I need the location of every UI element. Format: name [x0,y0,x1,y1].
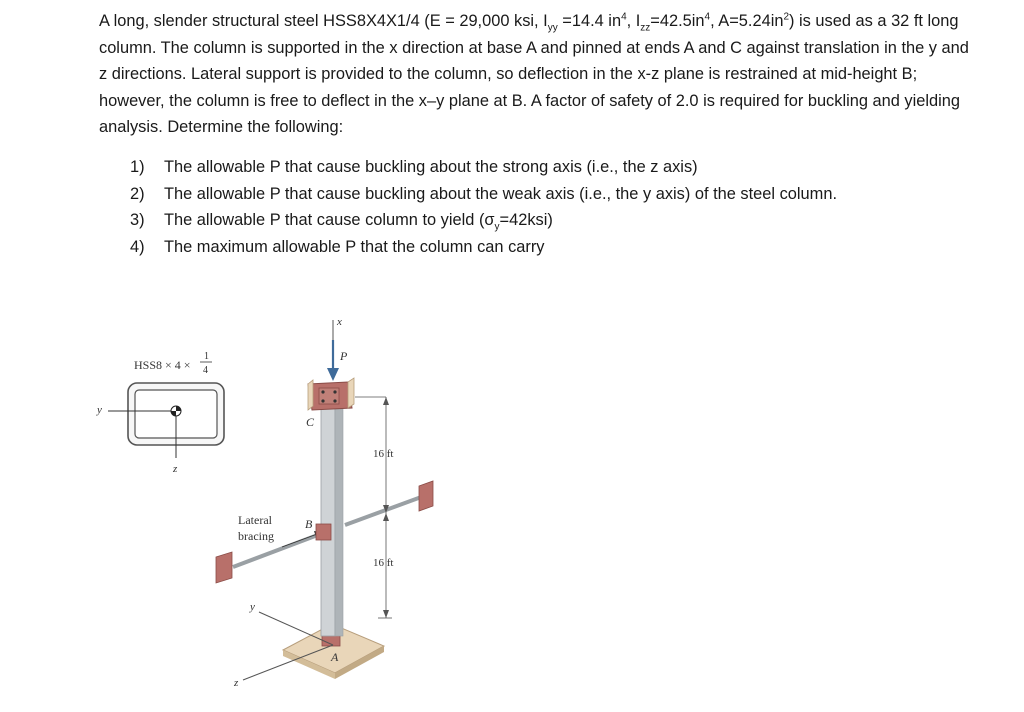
mid-bracket [316,524,331,540]
section-fraction-denominator: 4 [203,365,208,376]
problem-text-6: ) is used as a 32 ft long column. The column is supported in the x direction at base A and pinned at ends A and C against translation in the y and z directions. Lateral support is provided to the column, so deflection in the x-z plane is restrained at mid-height B; however, the column is free to deflect in the x–y plane at B. A factor of safety of 2.0 is required for buckling and yielding analysis. Determine the following: [99,12,969,137]
problem-text-2: =14.4 in [557,12,622,30]
top-bracket [308,378,354,410]
base-y-label: y [250,601,255,613]
question-number: 4) [130,237,145,256]
upper-span-label: 16 ft [373,448,394,460]
izz-subscript: zz [640,22,651,34]
point-b-label: B [305,517,313,531]
problem-text-3: , I [626,12,641,30]
steel-column [316,400,343,636]
x-axis-label: x [337,316,342,328]
iyy-exponent: 4 [621,11,627,23]
dimension-line [355,397,392,618]
iyy-subscript: yy [547,22,558,34]
bracing-label-line1: Lateral [238,513,272,527]
point-c-label: C [306,415,315,429]
cross-section [96,351,224,475]
question-text-tail: =42ksi) [499,211,553,230]
section-z-label: z [173,463,178,475]
izz-exponent: 4 [704,11,711,23]
sigma-subscript: y [494,221,500,233]
section-label: HSS8 × 4 × [134,358,191,372]
question-text: The allowable P that cause column to yield (σ [164,211,495,230]
section-fraction-numerator: 1 [204,351,209,362]
bracing-label-line2: bracing [238,529,274,543]
question-number: 2) [130,184,145,203]
base-z-label: z [234,677,239,689]
question-text: The allowable P that cause buckling about the strong axis (i.e., the z axis) [164,158,698,176]
problem-text-5: , A=5.24in [710,12,784,30]
section-y-label: y [97,404,102,416]
lower-span-label: 16 ft [373,557,394,569]
problem-text-1: A long, slender structural steel HSS8X4X1/4 (E = 29,000 ksi, I [99,12,548,30]
point-a-label: A [331,650,339,664]
question-text: The allowable P that cause buckling about the weak axis (i.e., the y axis) of the steel column. [164,184,837,203]
bracing-anchor-left [216,552,232,583]
question-number: 1) [130,158,145,176]
question-text: The maximum allowable P that the column can carry [164,237,545,256]
area-exponent: 2 [783,11,790,23]
problem-text-4: =42.5in [650,12,705,30]
question-number: 3) [130,211,145,230]
load-label: P [340,349,348,363]
bracing-anchor-right [419,481,433,511]
